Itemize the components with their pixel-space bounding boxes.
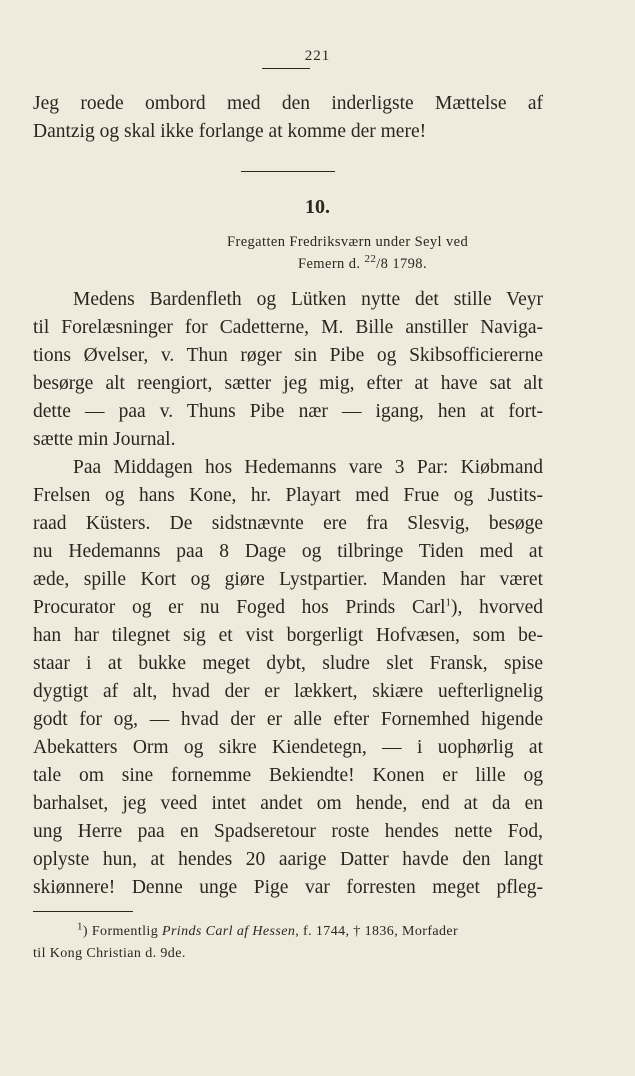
intro-line-2: Dantzig og skal ikke forlange at komme der mere!: [33, 121, 427, 142]
body-line-15: dygtigt af alt, hvad der er lækkert, skiære uefterlignelig: [33, 681, 543, 702]
body-line-12: [33, 594, 543, 622]
date-rest: /8 1798.: [376, 256, 427, 272]
date-superscript: 22: [364, 253, 377, 266]
body-line-6: sætte min Journal.: [33, 429, 176, 450]
body-line-14: staar i at bukke meget dybt, sludre slet Fransk, spise: [33, 653, 543, 674]
body-line-17: Abekatters Orm og sikre Kiendetegn, — i uophørlig at: [33, 737, 543, 758]
footnote-reference: 1: [445, 596, 452, 609]
body-line-20: ung Herre paa en Spadseretour roste hendes nette Fod,: [33, 821, 543, 842]
body-line-9: raad Küsters. De sidstnævnte ere fra Slesvig, besøge: [33, 513, 543, 534]
dateline-1: Fregatten Fredriksværn under Seyl ved: [227, 234, 469, 250]
body-line-3: tions Øvelser, v. Thun røger sin Pibe og Skibsofficiererne: [33, 345, 543, 366]
body-line-13: han har tilegnet sig et vist borgerligt Hofvæsen, som be-: [33, 625, 543, 646]
body-line-22: skiønnere! Denne unge Pige var forresten meget pfleg-: [33, 877, 543, 898]
body-line-18: tale om sine fornemme Bekiendte! Konen er lille og: [33, 765, 543, 786]
body-line-19: barhalset, jeg veed intet andet om hende, end at da en: [33, 793, 543, 814]
intro-line-1: Jeg roede ombord med den inderligste Mættelse af: [33, 93, 543, 114]
body-line-4: besørge alt reengiort, sætter jeg mig, efter at have sat alt: [33, 373, 543, 394]
body-line-8: Frelsen og hans Kone, hr. Playart med Frue og Justits-: [33, 485, 543, 506]
body-line-12-a: Procurator og er nu Foged hos Prinds Carl: [33, 597, 446, 618]
footnote-rule: [33, 911, 133, 912]
body-line-5: dette — paa v. Thuns Pibe nær — igang, hen at fort-: [33, 401, 543, 422]
section-separator: [241, 171, 335, 172]
footnote-text-b: , f. 1744, † 1836, Morfader: [295, 924, 459, 939]
body-line-21: oplyste hun, at hendes 20 aarige Datter havde den langt: [33, 849, 543, 870]
footnote-mark: 1: [77, 920, 83, 933]
body-line-12-b: ), hvorved: [451, 597, 543, 618]
footnote-italic: Prinds Carl af Hessen: [162, 924, 296, 939]
body-line-11: æde, spille Kort og giøre Lystpartier. Manden har været: [33, 569, 543, 590]
dateline-2: [298, 253, 427, 273]
footnote-line-1: [77, 920, 459, 940]
page-number-rule: [262, 68, 310, 69]
body-line-1: Medens Bardenfleth og Lütken nytte det stille Veyr: [73, 289, 543, 310]
body-line-7: Paa Middagen hos Hedemanns vare 3 Par: Kiøbmand: [73, 457, 543, 478]
entry-heading: 10.: [305, 196, 330, 218]
dateline-place: Femern d.: [298, 256, 361, 272]
body-line-16: godt for og, — hvad der er alle efter Fornemhed higende: [33, 709, 543, 730]
body-line-2: til Forelæsninger for Cadetterne, M. Bille anstiller Naviga-: [33, 317, 543, 338]
footnote-text-a: ) Formentlig: [82, 924, 162, 939]
body-line-10: nu Hedemanns paa 8 Dage og tilbringe Tiden med at: [33, 541, 543, 562]
footnote-line-2: til Kong Christian d. 9de.: [33, 946, 186, 961]
page-number: 221: [304, 48, 331, 64]
